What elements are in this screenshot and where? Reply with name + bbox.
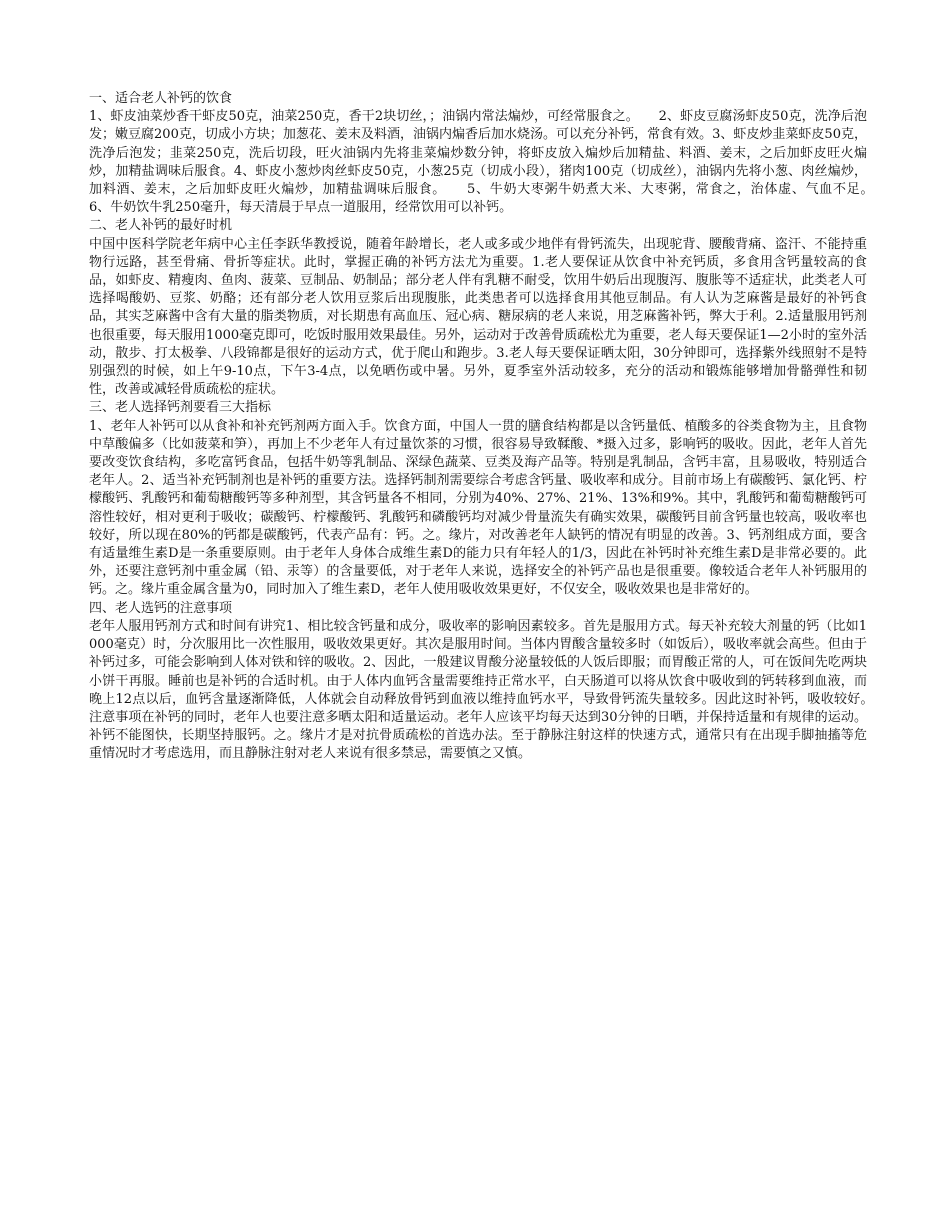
section-heading-timing: 二、老人补钙的最好时机 [89,218,233,234]
section-paragraph-diet: 1、虾皮油菜炒香干虾皮50克，油菜250克，香干2块切丝，；油锅内常法煸炒，可经常服食之。 2、虾皮豆腐汤虾皮50克，洗净后泡发；嫩豆腐200克，切成小方块；加葱花、姜末及料酒，油锅内煸香后加水烧汤。可以充分补钙，常食有效。3、虾皮炒韭菜虾皮50克，洗净后泡发；韭菜250克，洗后切段，旺火油锅内先将韭菜煸炒数分钟，将虾皮放入煸炒后加精盐、料酒、姜末，之后加虾皮旺火煸炒，加精盐调味后服食。4、虾皮小葱炒肉丝虾皮50克，小葱25克（切成小段），猪肉100克（切成丝），油锅内先将小葱、肉丝煸炒，加料酒、姜末，之后加虾皮旺火煸炒，加精盐调味后服食。 5、牛奶大枣粥牛奶煮大米、大枣粥，常食之，治体虚、气血不足。 6、牛奶饮牛乳250毫升，每天清晨于早点一道服用，经常饮用可以补钙。 [89,109,894,216]
document-body [89,90,894,764]
section-paragraph-indicators: 1、老年人补钙可以从食补和补充钙剂两方面入手。饮食方面，中国人一贯的膳食结构都是以含钙量低、植酸多的谷类食物为主，且食物中草酸偏多（比如菠菜和笋），再加上不少老年人有过量饮茶的习惯，很容易导致鞣酸、*摄入过多，影响钙的吸收。因此，老年人首先要改变饮食结构，多吃富钙食品，包括牛奶等乳制品、深绿色蔬菜、豆类及海产品等。特别是乳制品，含钙丰富，且易吸收，特别适合老年人。2、适当补充钙制剂也是补钙的重要方法。选择钙制剂需要综合考虑含钙量、吸收率和成分。目前市场上有碳酸钙、氯化钙、柠檬酸钙、乳酸钙和葡萄糖酸钙等多种剂型，其含钙量各不相同，分别为40%、27%、21%、13%和9%。其中，乳酸钙和葡萄糖酸钙可溶性较好，相对更利于吸收；碳酸钙、柠檬酸钙、乳酸钙和磷酸钙均对减少骨量流失有确实效果，碳酸钙目前含钙量也较高，吸收率也较好，所以现在80%的钙都是碳酸钙，代表产品有：钙。之。缘片，对改善老年人缺钙的情况有明显的改善。3、钙剂组成方面，要含有适量维生素D是一条重要原则。由于老年人身体合成维生素D的能力只有年轻人的1/3，因此在补钙时补充维生素D是非常必要的。此外，还要注意钙剂中重金属（铅、汞等）的含量要低，对于老年人来说，选择安全的补钙产品也是很重要。像较适合老年人补钙服用的钙。之。缘片重金属含量为0，同时加入了维生素D，老年人使用吸收效果更好，不仅安全，吸收效果也是非常好的。 [89,418,867,598]
section-heading-diet: 一、适合老人补钙的饮食 [89,91,233,106]
section-paragraph-timing: 中国中医科学院老年病中心主任李跃华教授说，随着年龄增长，老人或多或少地伴有骨钙流失，出现驼背、腰酸背痛、盗汗、不能持重物行远路，甚至骨痛、骨折等症状。此时，掌握正确的补钙方法尤为重要。1.老人要保证从饮食中补充钙质，多食用含钙量较高的食品，如虾皮、精瘦肉、鱼肉、菠菜、豆制品、奶制品；部分老人伴有乳糖不耐受，饮用牛奶后出现腹泻、腹胀等不适症状，此类老人可选择喝酸奶、豆浆、奶酪；还有部分老人饮用豆浆后出现腹胀，此类患者可以选择食用其他豆制品。有人认为芝麻酱是最好的补钙食品，其实芝麻酱中含有大量的脂类物质，对长期患有高血压、冠心病、糖尿病的老人来说，用芝麻酱补钙，弊大于利。2.适量服用钙剂也很重要，每天服用1000毫克即可，吃饭时服用效果最佳。另外，运动对于改善骨质疏松尤为重要，老人每天要保证1—2小时的室外活动，散步、打太极拳、八段锦都是很好的运动方式，优于爬山和跑步。3.老人每天要保证晒太阳，30分钟即可，选择紫外线照射不是特别强烈的时候，如上午9-10点，下午3-4点，以免晒伤或中暑。另外，夏季室外活动较多，充分的活动和锻炼能够增加骨骼弹性和韧性，改善或减轻骨质疏松的症状。 [89,236,867,398]
section-paragraph-precautions: 老年人服用钙剂方式和时间有讲究1、相比较含钙量和成分，吸收率的影响因素较多。首先是服用方式。每天补充较大剂量的钙（比如1000毫克）时，分次服用比一次性服用，吸收效果更好。其次是服用时间。当体内胃酸含量较多时（如饭后），吸收率就会高些。但由于补钙过多，可能会影响到人体对铁和锌的吸收。2、因此，一般建议胃酸分泌量较低的人饭后即服；而胃酸正常的人，可在饭间先吃两块小饼干再服。睡前也是补钙的合适时机。由于人体内血钙含量需要维持正常水平，白天肠道可以将从饮食中吸收到的钙转移到血液，而晚上12点以后，血钙含量逐渐降低，人体就会自动释放骨钙到血液以维持血钙水平，导致骨钙流失量较多。因此这时补钙，吸收较好。 注意事项在补钙的同时，老年人也要注意多晒太阳和适量运动。老年人应该平均每天达到30分钟的日晒，并保持适量和有规律的运动。补钙不能图快，长期坚持服钙。之。缘片才是对抗骨质疏松的首选办法。至于静脉注射这样的快速方式，通常只有在出现手脚抽搐等危重情况时才考虑选用，而且静脉注射对老人来说有很多禁忌，需要慎之又慎。 [89,618,894,762]
section-heading-precautions: 四、老人选钙的注意事项 [89,600,233,616]
section-heading-indicators: 三、老人选择钙剂要看三大指标 [89,400,272,416]
